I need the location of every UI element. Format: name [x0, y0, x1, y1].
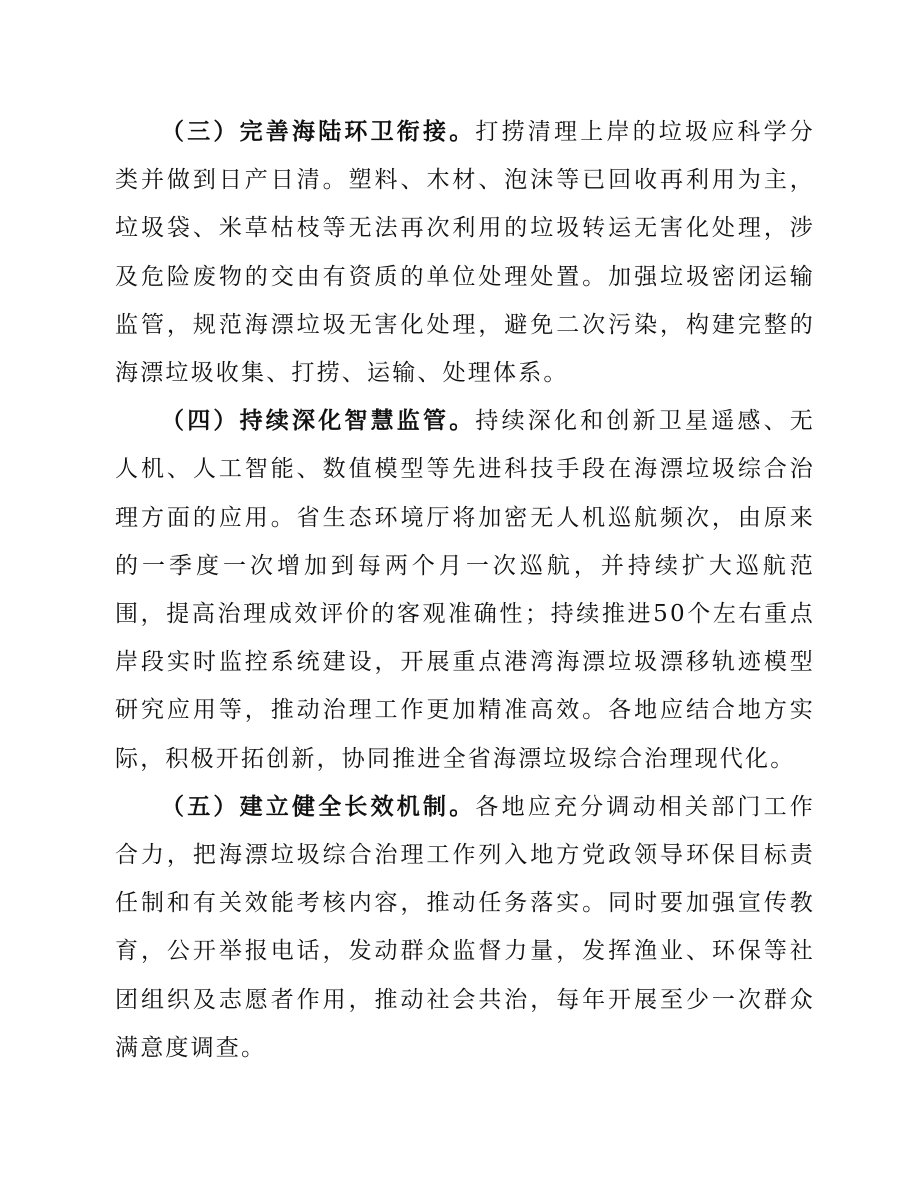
- section-4-heading: （四）持续深化智慧监管。: [161, 408, 476, 435]
- section-3-paragraph: [115, 108, 815, 397]
- section-4-paragraph: [115, 397, 815, 783]
- section-3-heading: （三）完善海陆环卫衔接。: [161, 119, 476, 145]
- section-5-heading: （五）建立健全长效机制。: [161, 793, 476, 820]
- section-5-paragraph: [115, 783, 815, 1072]
- section-4-body: 持续深化和创新卫星遥感、无人机、人工智能、数值模型等先进科技手段在海漂垃圾综合治理方面的应用。省生态环境厅将加密无人机巡航频次，由原来的一季度一次增加到每两个月一次巡航，并持续扩大巡航范围，提高治理成效评价的客观准确性；持续推进50个左右重点岸段实时监控系统建设，开展重点港湾海漂垃圾漂移轨迹模型研究应用等，推动治理工作更加精准高效。各地应结合地方实际，积极开拓创新，协同推进全省海漂垃圾综合治理现代化。: [115, 408, 815, 772]
- section-5-body: 各地应充分调动相关部门工作合力，把海漂垃圾综合治理工作列入地方党政领导环保目标责任制和有关效能考核内容，推动任务落实。同时要加强宣传教育，公开举报电话，发动群众监督力量，发挥渔业、环保等社团组织及志愿者作用，推动社会共治，每年开展至少一次群众满意度调查。: [115, 793, 815, 1061]
- section-3-body: 打捞清理上岸的垃圾应科学分类并做到日产日清。塑料、木材、泡沫等已回收再利用为主，垃圾袋、米草枯枝等无法再次利用的垃圾转运无害化处理，涉及危险废物的交由有资质的单位处理处置。加强垃圾密闭运输监管，规范海漂垃圾无害化处理，避免二次污染，构建完整的海漂垃圾收集、打捞、运输、处理体系。: [115, 119, 815, 387]
- document-page: [115, 108, 815, 1072]
